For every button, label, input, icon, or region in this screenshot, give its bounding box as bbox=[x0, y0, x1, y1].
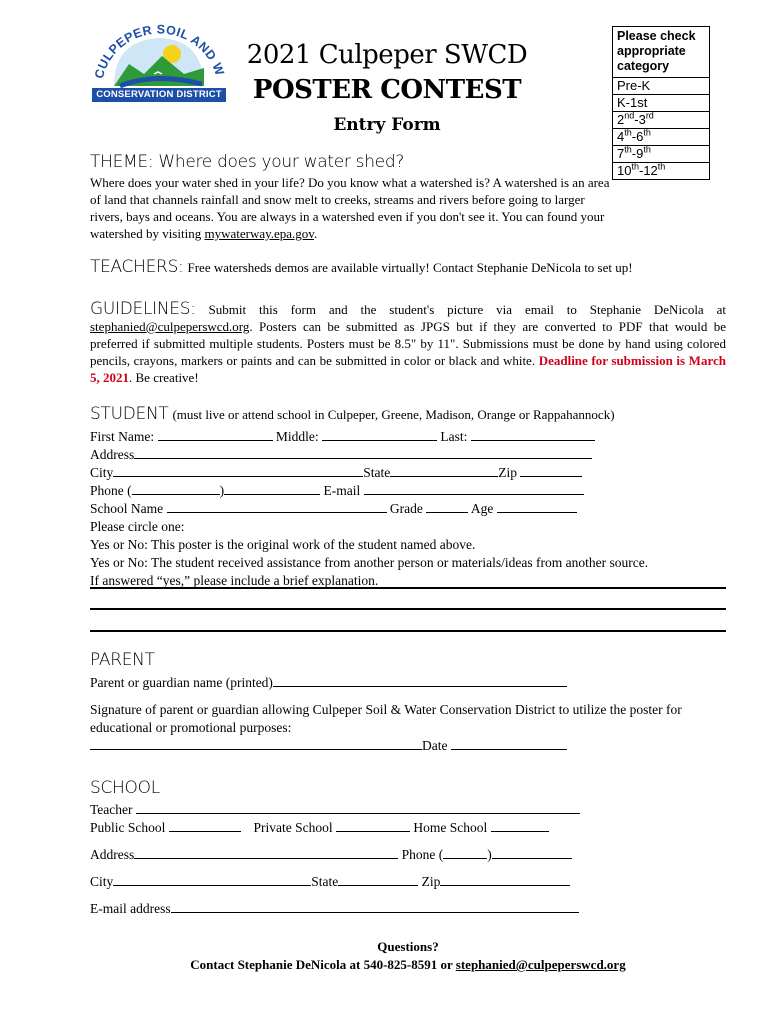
question-assistance: Yes or No: The student received assistance from another person or materials/ideas from another source. bbox=[90, 555, 649, 570]
questions-label: Questions? bbox=[377, 939, 439, 954]
address-label: Address bbox=[90, 447, 135, 462]
school-city-label: City bbox=[90, 874, 114, 889]
parent-name-label: Parent or guardian name (printed) bbox=[90, 675, 273, 690]
city-label: City bbox=[90, 465, 114, 480]
contact-email-link[interactable]: stephanied@culpeperswcd.org bbox=[455, 957, 626, 972]
category-option[interactable] bbox=[613, 162, 709, 179]
category-option-sup2: th bbox=[643, 127, 651, 138]
middle-name-label: Middle: bbox=[275, 429, 319, 444]
category-option[interactable] bbox=[613, 94, 709, 111]
question-explanation: If answered “yes,” please include a brief explanation. bbox=[90, 573, 379, 588]
middle-name-field[interactable] bbox=[322, 428, 437, 441]
category-option-sup1: nd bbox=[624, 110, 635, 121]
public-school-label: Public School bbox=[90, 820, 166, 835]
title-line1: 2021 Culpeper SWCD bbox=[246, 40, 528, 70]
title-line2: POSTER CONTEST bbox=[252, 75, 522, 105]
phone-label: Phone ( bbox=[90, 483, 132, 498]
category-option-sup2: th bbox=[657, 161, 666, 172]
private-school-label: Private School bbox=[253, 820, 333, 835]
category-option-base: Pre-K bbox=[617, 78, 651, 93]
school-state-field[interactable] bbox=[338, 873, 418, 886]
school-email-label: E-mail address bbox=[90, 901, 171, 916]
school-address-field[interactable] bbox=[134, 846, 398, 859]
school-state-label: State bbox=[311, 874, 339, 889]
student-school-row bbox=[90, 500, 730, 518]
last-name-label: Last: bbox=[440, 429, 468, 444]
school-zip-label: Zip bbox=[421, 874, 441, 889]
school-phone-label: Phone ( bbox=[401, 847, 444, 862]
teacher-row bbox=[90, 801, 730, 819]
category-option-base: 10 bbox=[617, 163, 632, 178]
school-phone-close-paren: ) bbox=[487, 847, 492, 862]
deadline-text: Deadline for submission is March 5, 2021 bbox=[90, 353, 726, 385]
school-city-row bbox=[90, 873, 730, 891]
teacher-field[interactable] bbox=[136, 801, 580, 814]
guidelines-heading: GUIDELINES: bbox=[90, 299, 196, 319]
category-option-sup1: th bbox=[624, 144, 632, 155]
logo-banner: CONSERVATION DISTRICT bbox=[92, 88, 226, 102]
theme-text: Where does your water shed in your life? Do you know what a watershed is? A watershed is an area of land that channels rainfall and snow melt to creeks, streams and rivers before going to larger rivers, bays and oceans. You are always in a watershed even if you don't see it. You can found your watershed by visiting mywaterway.epa.gov. bbox=[90, 175, 610, 241]
category-option-sup2: rd bbox=[645, 110, 654, 121]
public-school-field[interactable] bbox=[169, 819, 241, 832]
category-option-mid: -12 bbox=[638, 163, 658, 178]
watershed-link[interactable]: mywaterway.epa.gov bbox=[204, 226, 314, 241]
date-label: Date bbox=[422, 738, 448, 753]
category-option-mid: -6 bbox=[631, 129, 644, 144]
category-option-mid: -3 bbox=[634, 112, 646, 127]
first-name-field[interactable] bbox=[158, 428, 273, 441]
school-form bbox=[90, 801, 730, 918]
school-email-field[interactable] bbox=[171, 900, 579, 913]
teacher-label: Teacher bbox=[90, 802, 133, 817]
signature-field[interactable] bbox=[90, 737, 422, 750]
student-name-row bbox=[90, 428, 730, 446]
school-email-row bbox=[90, 900, 730, 918]
contact-line bbox=[90, 956, 726, 974]
district-logo bbox=[84, 14, 234, 106]
private-school-field[interactable] bbox=[336, 819, 410, 832]
school-type-row bbox=[90, 819, 730, 837]
grade-label: Grade bbox=[389, 501, 423, 516]
age-label: Age bbox=[470, 501, 494, 516]
grade-field[interactable] bbox=[426, 500, 468, 513]
age-field[interactable] bbox=[497, 500, 577, 513]
guidelines-text1: Submit this form and the student's picture via email to Stephanie DeNicola at bbox=[208, 302, 726, 317]
address-field[interactable] bbox=[134, 446, 592, 459]
school-address-row bbox=[90, 846, 730, 864]
guidelines-section bbox=[90, 301, 726, 386]
home-school-field[interactable] bbox=[491, 819, 549, 832]
school-heading: SCHOOL bbox=[90, 778, 160, 798]
category-option-mid: -9 bbox=[631, 146, 644, 161]
parent-signature-text: Signature of parent or guardian allowing Culpeper Soil & Water Conservation District to utilize the poster for educational or promotional purposes: bbox=[90, 702, 682, 735]
zip-field[interactable] bbox=[520, 464, 582, 477]
phone-close-paren: ) bbox=[219, 483, 225, 498]
theme-heading: THEME: Where does your water shed? bbox=[90, 152, 405, 172]
category-header: Please check appropriate category bbox=[617, 29, 696, 73]
parent-name-row bbox=[90, 674, 730, 692]
title-block bbox=[232, 38, 542, 140]
state-label: State bbox=[363, 465, 391, 480]
footer bbox=[90, 938, 726, 974]
category-option[interactable] bbox=[613, 128, 709, 145]
parent-heading: PARENT bbox=[90, 650, 155, 670]
category-option-sup1: th bbox=[631, 161, 639, 172]
teachers-section bbox=[90, 257, 633, 277]
parent-signature-row bbox=[90, 737, 730, 755]
parent-form bbox=[90, 674, 730, 755]
category-option[interactable] bbox=[613, 145, 709, 162]
circle-instruction: Please circle one: bbox=[90, 519, 185, 534]
school-city-field[interactable] bbox=[113, 873, 311, 886]
question-original-work: Yes or No: This poster is the original work of the student named above. bbox=[90, 537, 476, 552]
phone-area-field[interactable] bbox=[132, 482, 220, 495]
category-option[interactable] bbox=[613, 77, 709, 94]
student-phone-row bbox=[90, 482, 730, 500]
svg-text:CULPEPER SOIL AND WATER: CULPEPER SOIL AND W bbox=[91, 22, 227, 81]
category-option-base: K-1st bbox=[617, 95, 648, 110]
guidelines-email-link[interactable]: stephanied@culpeperswcd.org bbox=[90, 319, 250, 334]
school-phone-field[interactable] bbox=[492, 846, 572, 859]
date-field[interactable] bbox=[451, 737, 567, 750]
student-address-row bbox=[90, 446, 730, 464]
school-phone-area-field[interactable] bbox=[443, 846, 487, 859]
email-field[interactable] bbox=[364, 482, 584, 495]
category-box bbox=[612, 26, 710, 180]
contact-text: Contact Stephanie DeNicola at 540-825-8591 or bbox=[190, 957, 453, 972]
theme-paragraph bbox=[90, 174, 610, 242]
subtitle: Entry Form bbox=[333, 115, 441, 135]
category-option-sup1: th bbox=[624, 127, 632, 138]
theme-after-link: . bbox=[313, 226, 318, 241]
student-note: (must live or attend school in Culpeper, Greene, Madison, Orange or Rappahannock) bbox=[172, 407, 615, 422]
school-name-field[interactable] bbox=[167, 500, 387, 513]
school-address-label: Address bbox=[90, 847, 135, 862]
student-city-row bbox=[90, 464, 730, 482]
teachers-heading: TEACHERS: bbox=[90, 257, 184, 277]
last-name-field[interactable] bbox=[471, 428, 595, 441]
teachers-text: Free watersheds demos are available virtually! Contact Stephanie DeNicola to set up! bbox=[187, 260, 633, 275]
explanation-line-1[interactable] bbox=[90, 587, 726, 589]
explanation-line-2[interactable] bbox=[90, 608, 726, 610]
parent-name-field[interactable] bbox=[273, 674, 567, 687]
first-name-label: First Name: bbox=[90, 429, 155, 444]
category-option-sup2: th bbox=[643, 144, 651, 155]
guidelines-closing: . Be creative! bbox=[129, 370, 199, 385]
category-option[interactable] bbox=[613, 111, 709, 128]
school-name-label: School Name bbox=[90, 501, 164, 516]
student-form bbox=[90, 428, 730, 590]
phone-field[interactable] bbox=[224, 482, 320, 495]
home-school-label: Home School bbox=[413, 820, 488, 835]
guidelines-text2: . Posters can be submitted as JPGS but if they are converted to PDF that would be preferred if submitted multiple students. Posters must be 8.5" by 11". Submissions must be done by hand using colored pencils, crayons, markers or paints and can be submitted in color or black and white. bbox=[90, 319, 726, 368]
email-label: E-mail bbox=[323, 483, 361, 498]
explanation-line-3[interactable] bbox=[90, 630, 726, 632]
category-option-base: 7 bbox=[617, 146, 625, 161]
school-zip-field[interactable] bbox=[440, 873, 570, 886]
zip-label: Zip bbox=[498, 465, 518, 480]
student-heading-row bbox=[90, 404, 615, 424]
category-option-base: 4 bbox=[617, 129, 625, 144]
category-option-base: 2 bbox=[617, 112, 625, 127]
state-field[interactable] bbox=[390, 464, 498, 477]
city-field[interactable] bbox=[113, 464, 363, 477]
student-heading: STUDENT bbox=[90, 404, 169, 424]
